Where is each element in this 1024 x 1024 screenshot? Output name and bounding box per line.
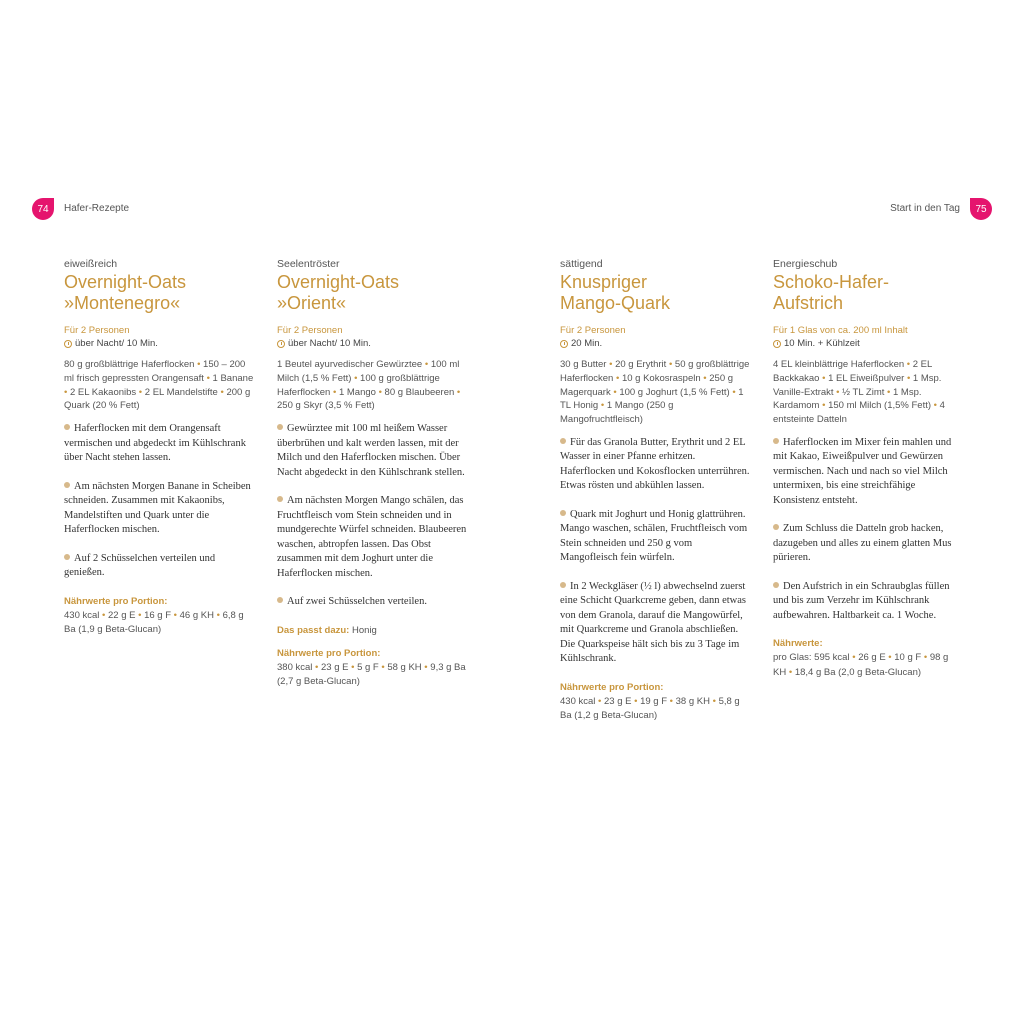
prep-time xyxy=(64,337,254,350)
bullet-icon xyxy=(64,554,70,560)
nutrition-separator: • xyxy=(921,652,930,664)
bullet-icon xyxy=(64,424,70,430)
nutrition-value: 26 g E xyxy=(858,652,886,664)
bullet-icon xyxy=(560,510,566,516)
recipe-title-line: Overnight-Oats xyxy=(64,272,187,292)
ingredient-separator: • xyxy=(729,386,739,398)
instruction-step xyxy=(560,436,750,494)
instruction-text: Haferflocken mit dem Orangensaft vermischen und abgedeckt im Kühlschrank über Nacht stehen lassen. xyxy=(64,423,246,464)
nutrition-value: 16 g F xyxy=(144,609,172,621)
servings: Für 1 Glas von ca. 200 ml Inhalt xyxy=(773,325,908,336)
spacer xyxy=(277,638,467,647)
instruction-step xyxy=(773,522,963,566)
instruction-text: Am nächsten Morgen Banane in Scheiben schneiden. Zusammen mit Kakaonibs, Mandelstiften und Quark unter die Haferflocken mischen. xyxy=(64,480,251,536)
nutrition-value: 18,4 g Ba (2,0 g Beta-Glucan) xyxy=(794,666,922,678)
clock-icon xyxy=(277,340,285,348)
nutrition-value: 6,8 g Ba (1,9 g Beta-Glucan) xyxy=(64,609,244,635)
bullet-icon xyxy=(560,438,566,444)
ingredient-separator: • xyxy=(330,386,339,398)
nutrition-value: 46 g KH xyxy=(179,609,214,621)
ingredient-separator: • xyxy=(884,386,893,398)
bullet-icon xyxy=(277,424,283,430)
ingredient-separator: • xyxy=(454,386,461,398)
ingredient-separator: • xyxy=(833,386,843,398)
pairing-label: Das passt dazu: xyxy=(277,624,350,636)
ingredient-separator: • xyxy=(64,386,70,398)
nutrition-values xyxy=(773,651,963,679)
prep-time xyxy=(277,337,467,350)
nutrition-label: Nährwerte: xyxy=(773,638,823,650)
pairing-note xyxy=(277,624,467,638)
ingredient-separator: • xyxy=(375,386,385,398)
nutrition-value: 10 g F xyxy=(894,652,922,664)
prep-time-text: über Nacht/ 10 Min. xyxy=(75,338,158,349)
bullet-icon xyxy=(773,524,779,530)
recipe-title-line: Mango-Quark xyxy=(560,293,671,313)
nutrition-label: Nährwerte pro Portion: xyxy=(64,595,168,607)
instruction-steps xyxy=(560,436,750,667)
nutrition-separator: • xyxy=(421,661,431,673)
instruction-step xyxy=(277,595,467,610)
ingredient-separator: • xyxy=(606,359,616,370)
nutrition-value: 9,3 g Ba (2,7 g Beta-Glucan) xyxy=(277,661,466,687)
prep-time xyxy=(560,337,750,350)
recipe-title-line: »Orient« xyxy=(277,293,347,313)
bullet-icon xyxy=(64,482,70,488)
ingredient-separator: • xyxy=(598,400,607,412)
nutrition-separator: • xyxy=(213,609,223,621)
recipe-title xyxy=(773,272,963,314)
ingredient: 2 EL Kakaonibs xyxy=(69,386,137,398)
ingredient: 1 Mango xyxy=(338,386,376,398)
ingredient: 100 g Joghurt (1,5 % Fett) xyxy=(619,386,730,398)
instruction-text: Auf 2 Schüsselchen verteilen und genießen. xyxy=(64,552,216,579)
nutrition-values xyxy=(277,661,467,689)
page-number-right: 75 xyxy=(970,198,992,220)
instruction-text: In 2 Weckgläser (½ l) abwechselnd zuerst eine Schicht Quarkcreme geben, dann etwas von dem Granola, darauf die Mangowürfel, mit Quarkcreme und Granola abschließen. Die Quarkspeise hält sich bis zu 3 Tage im Kühlschrank. xyxy=(560,580,747,665)
instruction-step xyxy=(64,480,254,538)
instruction-step xyxy=(773,436,963,509)
nutrition-value: 5,8 g Ba (1,2 g Beta-Glucan) xyxy=(560,695,740,722)
ingredient: 2 EL Backkakao xyxy=(773,359,932,384)
instruction-text: Quark mit Joghurt und Honig glattrühren. Mango waschen, schälen, Fruchtfleisch vom Stein schneiden und 250 g vom Mangofleisch fein würfeln. xyxy=(560,508,748,564)
ingredient: 100 g großblättrige Haferflocken xyxy=(277,372,440,398)
nutrition-value: 430 kcal xyxy=(560,695,596,707)
ingredient-separator: • xyxy=(613,372,622,384)
nutrition-value: 19 g F xyxy=(640,695,668,707)
ingredient-separator: • xyxy=(931,400,940,412)
ingredient: 150 – 200 ml frisch gepressten Orangensaft xyxy=(64,359,246,384)
recipe-title xyxy=(560,272,750,314)
instruction-text: Für das Granola Butter, Erythrit und 2 EL Wasser in einer Pfanne erhitzen. Haferflocken und Kokosflocken unterrühren. Etwas rösten und abkühlen lassen. xyxy=(560,436,750,492)
ingredient: 100 ml Milch (1,5 % Fett) xyxy=(277,359,460,384)
clock-icon xyxy=(64,340,72,348)
ingredient: 1 Mango (250 g Mangofruchtfleisch) xyxy=(560,400,674,426)
recipe-title-line: Knuspriger xyxy=(560,272,648,292)
nutrition-value: 23 g E xyxy=(321,661,349,673)
prep-time-text: über Nacht/ 10 Min. xyxy=(288,338,371,349)
recipe-orient xyxy=(277,258,467,689)
nutrition-separator: • xyxy=(135,609,145,621)
bullet-icon xyxy=(277,496,283,502)
ingredient-separator: • xyxy=(351,372,361,384)
instruction-text: Gewürztee mit 100 ml heißem Wasser überbrühen und kalt werden lassen, mit der Milch und den Haferflocken mischen. Über Nacht abgedeckt in den Kühlschrank stellen. xyxy=(277,423,465,478)
recipe-tag: sättigend xyxy=(560,258,603,270)
recipe-mango-quark xyxy=(560,258,750,723)
nutrition-separator: • xyxy=(378,661,388,673)
recipe-montenegro xyxy=(64,258,254,637)
instruction-text: Den Aufstrich in ein Schraubglas füllen und bis zum Verzehr im Kühlschrank aufbewahren. Haltbarkeit ca. 1 Woche. xyxy=(773,580,950,621)
nutrition-value: 5 g F xyxy=(357,661,379,673)
bullet-icon xyxy=(277,597,283,603)
nutrition-label: Nährwerte pro Portion: xyxy=(560,681,664,693)
nutrition-value: 38 g KH xyxy=(675,695,710,707)
ingredient: 2 EL Mandelstifte xyxy=(144,386,218,398)
recipe-title xyxy=(277,272,467,314)
ingredient: 1 TL Honig xyxy=(560,386,744,412)
ingredient: 50 g großblättrige Haferflocken xyxy=(560,359,750,384)
nutrition-value: 98 g KH xyxy=(773,652,949,678)
ingredient: 80 g großblättrige Haferflocken xyxy=(64,359,195,370)
recipe-schoko-aufstrich xyxy=(773,258,963,680)
ingredient-separator: • xyxy=(194,359,204,370)
nutrition-value: 380 kcal xyxy=(277,661,313,673)
recipe-title-line: Schoko-Hafer- xyxy=(773,272,890,292)
nutrition-separator: • xyxy=(99,609,108,621)
ingredient: 4 EL kleinblättrige Haferflocken xyxy=(773,359,905,370)
ingredient-separator: • xyxy=(422,359,431,370)
instruction-steps xyxy=(277,422,467,610)
nutrition-separator: • xyxy=(786,666,795,678)
pairing-value: Honig xyxy=(351,624,377,636)
nutrition-separator: • xyxy=(595,695,604,707)
nutrition-separator: • xyxy=(348,661,358,673)
ingredient: 1 Msp. Kardamom xyxy=(773,386,922,412)
page-number-left: 74 xyxy=(32,198,54,220)
ingredient: 150 ml Milch (1,5% Fett) xyxy=(828,400,932,412)
recipe-title-line: »Montenegro« xyxy=(64,293,181,313)
ingredient: 200 g Quark (20 % Fett) xyxy=(64,386,251,412)
instruction-step xyxy=(560,508,750,566)
recipe-title xyxy=(64,272,254,314)
ingredient-separator: • xyxy=(819,372,829,384)
nutrition-separator: • xyxy=(631,695,641,707)
nutrition-value: 430 kcal xyxy=(64,609,100,621)
ingredient-list xyxy=(773,358,963,427)
recipe-tag: eiweißreich xyxy=(64,258,118,270)
bullet-icon xyxy=(560,582,566,588)
ingredient-separator: • xyxy=(217,386,227,398)
bullet-icon xyxy=(773,582,779,588)
bullet-icon xyxy=(773,438,779,444)
ingredient: 4 entsteinte Datteln xyxy=(773,400,945,426)
instruction-steps xyxy=(773,436,963,624)
ingredient: 1 Banane xyxy=(212,372,254,384)
nutrition-label: Nährwerte pro Portion: xyxy=(277,647,381,659)
instruction-step xyxy=(773,580,963,624)
ingredient-separator: • xyxy=(819,400,829,412)
nutrition-separator: • xyxy=(171,609,180,621)
ingredient: 20 g Erythrit xyxy=(615,359,667,370)
ingredient-separator: • xyxy=(666,359,675,370)
instruction-step xyxy=(277,422,467,480)
clock-icon xyxy=(560,340,568,348)
ingredient: 30 g Butter xyxy=(560,359,607,370)
nutrition-separator: • xyxy=(709,695,719,707)
instruction-text: Haferflocken im Mixer fein mahlen und mit Kakao, Eiweißpulver und Gewürzen vermischen. Nach und nach so viel Milch untermixen, bis eine streichfähige Konsistenz entsteht. xyxy=(773,436,952,506)
nutrition-values xyxy=(560,695,750,723)
servings: Für 2 Personen xyxy=(277,325,343,336)
nutrition-separator: • xyxy=(849,652,859,664)
instruction-step xyxy=(64,422,254,466)
instruction-text: Zum Schluss die Datteln grob hacken, dazugeben und alles zu einem glatten Mus pürieren. xyxy=(773,523,952,564)
nutrition-separator: • xyxy=(885,652,895,664)
nutrition-value: pro Glas: 595 kcal xyxy=(773,652,850,664)
recipe-tag: Energieschub xyxy=(773,258,838,270)
ingredient: 1 EL Eiweißpulver xyxy=(828,372,905,384)
recipe-title-line: Overnight-Oats xyxy=(277,272,400,292)
instruction-text: Auf zwei Schüsselchen verteilen. xyxy=(287,596,427,608)
ingredient: 10 g Kokosraspeln xyxy=(621,372,701,384)
servings: Für 2 Personen xyxy=(64,325,130,336)
ingredient: 1 Msp. Vanille-Extrakt xyxy=(773,372,942,398)
instruction-step xyxy=(64,552,254,581)
prep-time-text: 10 Min. + Kühlzeit xyxy=(784,338,860,349)
ingredient: 1 Beutel ayurvedischer Gewürztee xyxy=(277,359,423,370)
ingredient-list xyxy=(560,358,750,427)
nutrition-value: 22 g E xyxy=(108,609,136,621)
recipe-tag: Seelentröster xyxy=(277,258,340,270)
nutrition-separator: • xyxy=(667,695,676,707)
ingredient: 80 g Blaubeeren xyxy=(384,386,455,398)
instruction-steps xyxy=(64,422,254,581)
ingredient-separator: • xyxy=(610,386,620,398)
instruction-step xyxy=(277,494,467,581)
servings: Für 2 Personen xyxy=(560,325,626,336)
ingredient-separator: • xyxy=(700,372,710,384)
ingredient-separator: • xyxy=(904,359,913,370)
prep-time-text: 20 Min. xyxy=(571,338,603,349)
clock-icon xyxy=(773,340,781,348)
ingredient: 250 g Skyr (3,5 % Fett) xyxy=(277,400,375,412)
ingredient-list xyxy=(277,358,467,413)
nutrition-separator: • xyxy=(312,661,321,673)
nutrition-values xyxy=(64,609,254,637)
ingredient-list xyxy=(64,358,254,413)
running-header-right: Start in den Tag xyxy=(890,203,960,214)
ingredient-separator: • xyxy=(203,372,213,384)
ingredient: ½ TL Zimt xyxy=(842,386,885,398)
instruction-text: Am nächsten Morgen Mango schälen, das Fruchtfleisch vom Stein schneiden und in mundgerechte Würfel schneiden. Blaubeeren waschen, abtropfen lassen. Das Obst zusammen mit dem Joghurt unter die Haferflocken mischen. xyxy=(277,495,467,579)
running-header-left: Hafer-Rezepte xyxy=(64,203,130,214)
ingredient: 250 g Magerquark xyxy=(560,372,734,398)
nutrition-value: 23 g E xyxy=(604,695,632,707)
instruction-step xyxy=(560,580,750,667)
ingredient-separator: • xyxy=(904,372,913,384)
recipe-title-line: Aufstrich xyxy=(773,293,844,313)
prep-time xyxy=(773,337,963,350)
ingredient-separator: • xyxy=(136,386,145,398)
nutrition-value: 58 g KH xyxy=(387,661,422,673)
